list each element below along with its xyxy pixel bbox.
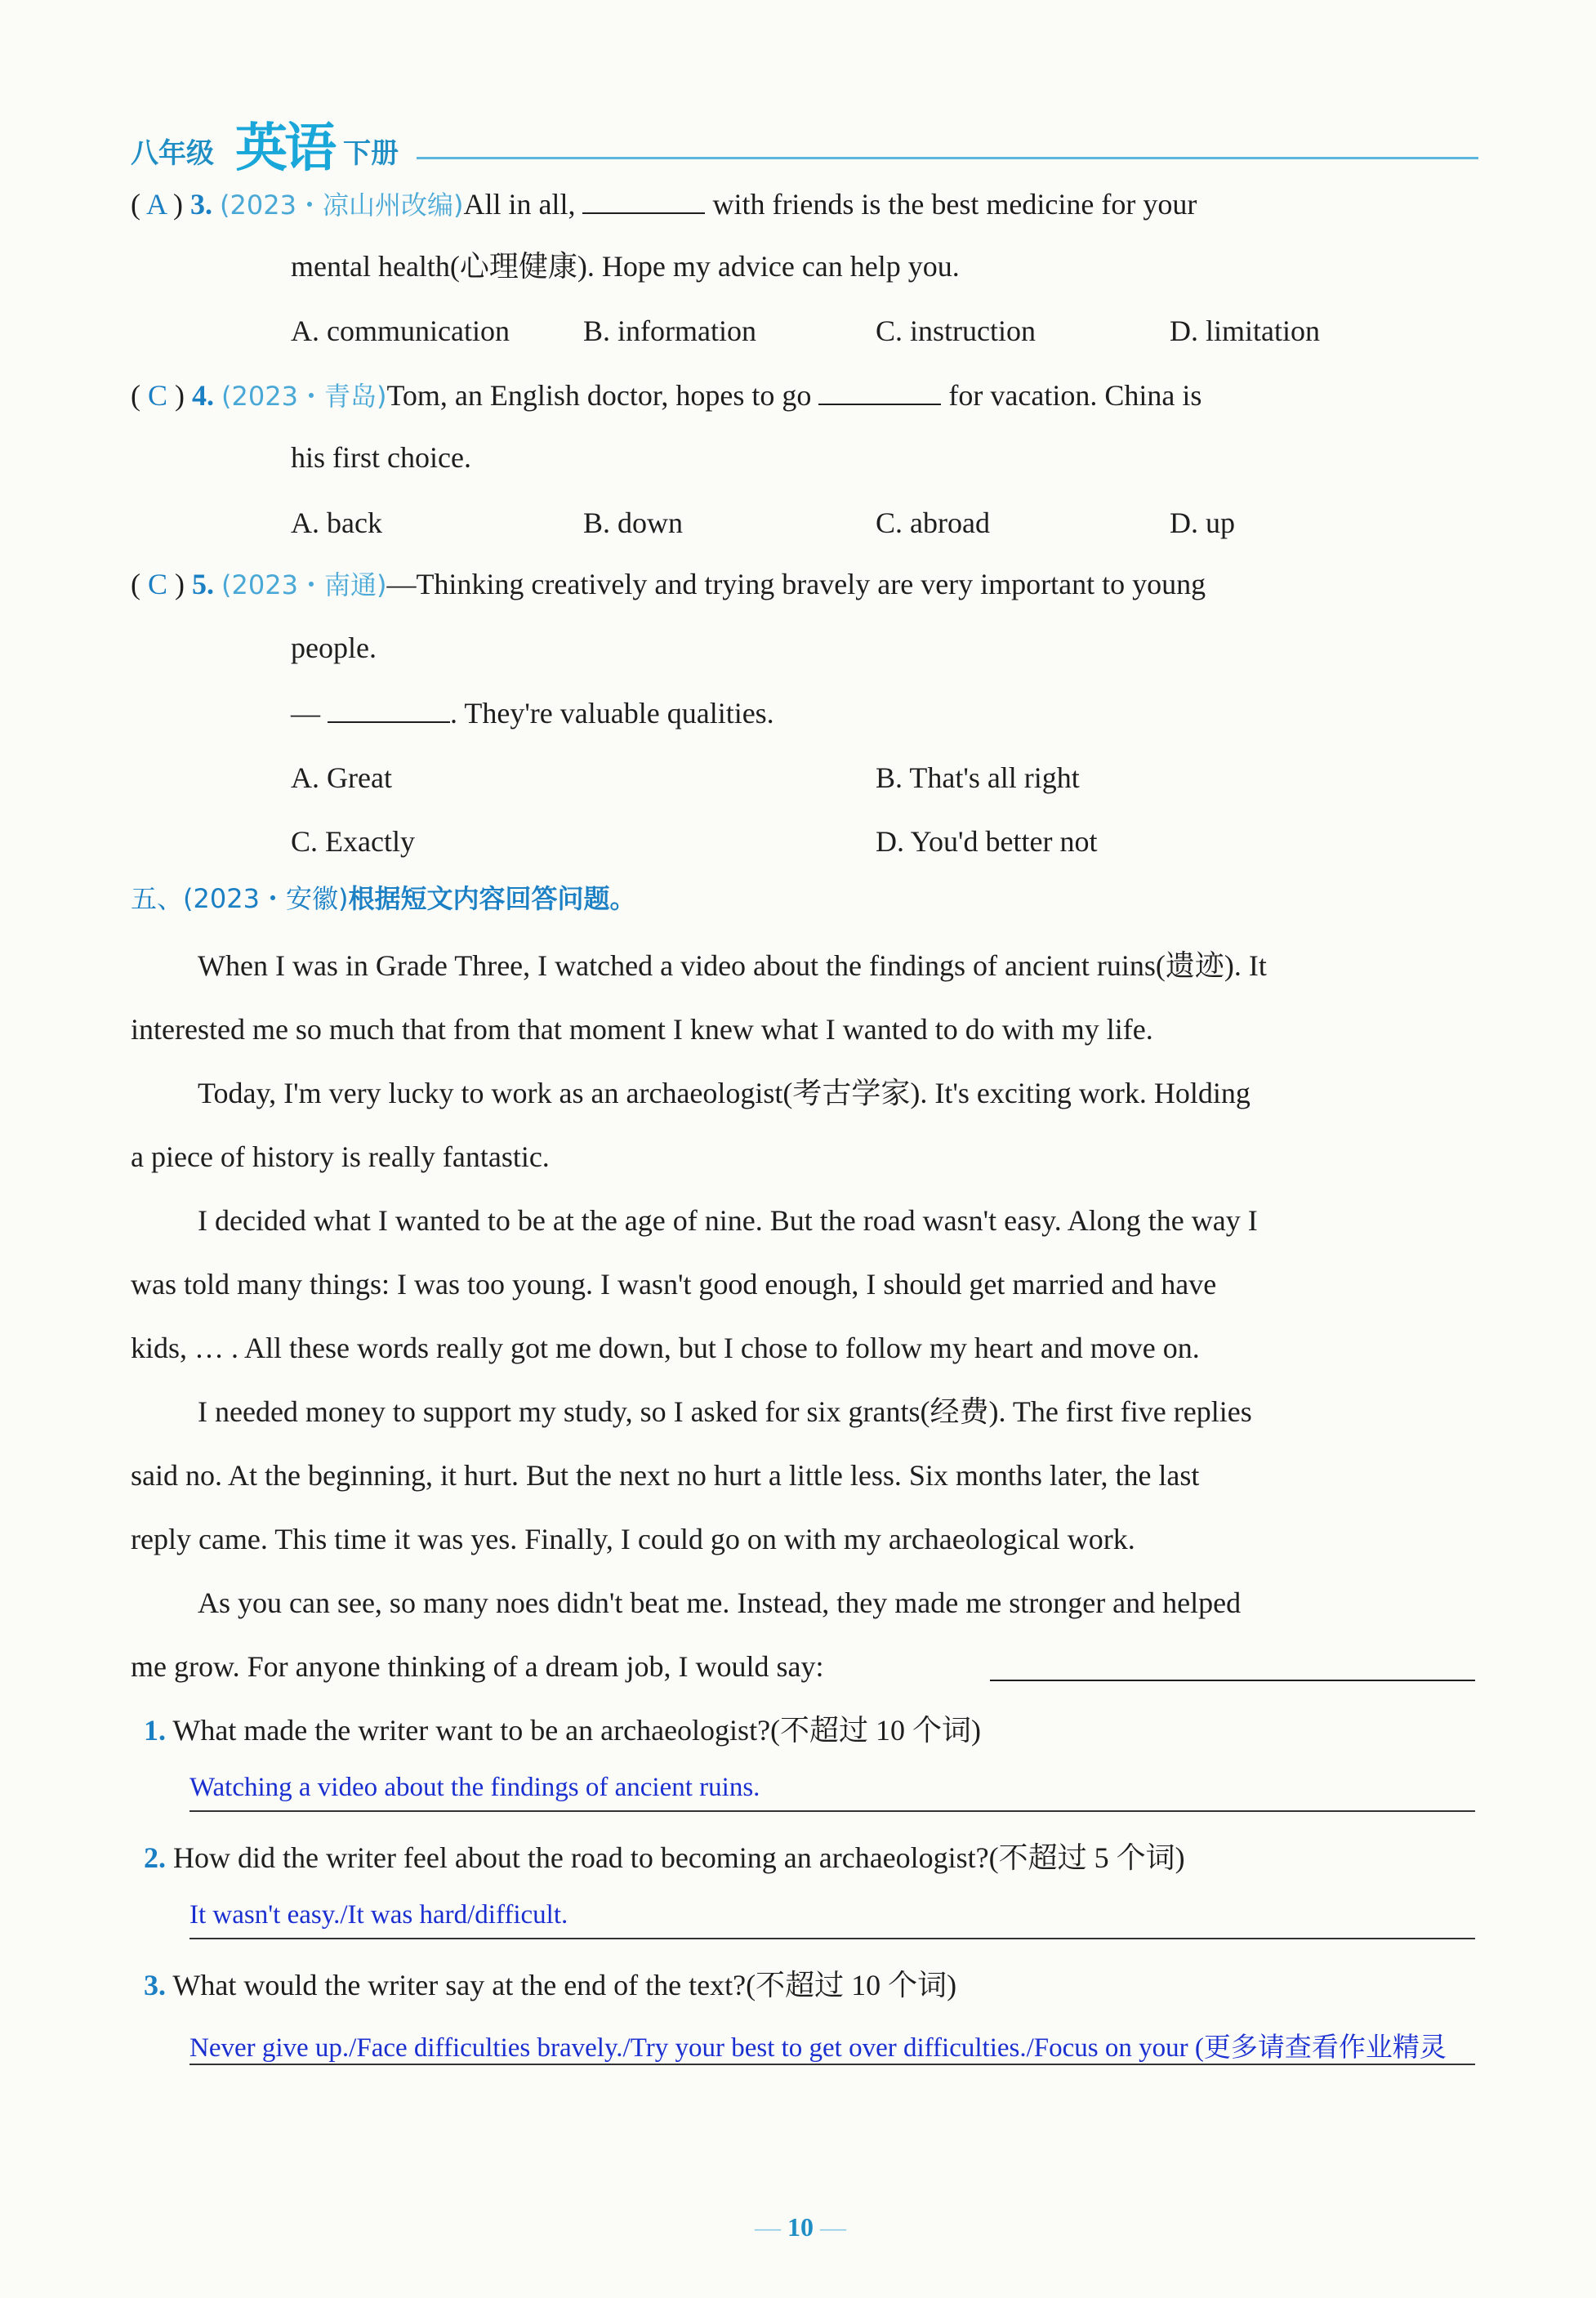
fill-blank <box>818 379 941 405</box>
written-answer-3: Never give up./Face difficulties bravely./Try your best to get over difficulties./Focus on your (更多请查看作业精灵 <box>189 2033 1447 2063</box>
option-a: A. Great <box>291 761 392 794</box>
section-source: (2023・安徽) <box>183 883 349 914</box>
subject-title: 英语 <box>235 118 333 179</box>
volume-label: 下册 <box>343 137 399 170</box>
question-line-2: mental health(心理健康). Hope my advice can help you. <box>291 250 960 283</box>
grade-label: 八年级 <box>131 137 214 170</box>
fill-blank-line <box>990 1680 1475 1681</box>
section-label: 五、 <box>131 883 184 914</box>
question-number: 5. <box>192 568 215 600</box>
question-source: (2023・南通) <box>221 569 387 600</box>
question-text-cont: with friends is the best medicine for your <box>705 188 1197 221</box>
question-number: 3. <box>144 1969 166 2001</box>
passage-line: I decided what I wanted to be at the age of nine. But the road wasn't easy. Along the way I <box>198 1204 1258 1237</box>
question-line-2: people. <box>291 631 377 664</box>
passage-line: me grow. For anyone thinking of a dream job, I would say: <box>131 1650 824 1683</box>
mc-question-3: ( A ) 3. (2023・凉山州改编)All in all, with friends is the best medicine for your <box>131 188 1197 221</box>
question-number: 1. <box>144 1714 166 1747</box>
question-line-3: — . They're valuable qualities. <box>291 697 774 730</box>
page-header <box>131 106 1478 179</box>
page-number-value: 10 <box>787 2212 814 2242</box>
question-source: (2023・青岛) <box>221 381 387 412</box>
section-instruction: 根据短文内容回答问题。 <box>348 883 636 914</box>
question-text: —Thinking creatively and trying bravely are very important to young <box>386 568 1206 600</box>
option-b: B. down <box>583 506 684 539</box>
option-d: D. limitation <box>1170 315 1320 347</box>
answer-line <box>189 2064 1475 2065</box>
passage-line: reply came. This time it was yes. Finally, I could go on with my archaeological work. <box>131 1523 1135 1555</box>
mc-question-4: ( C ) 4. (2023・青岛)Tom, an English doctor, hopes to go for vacation. China is <box>131 379 1202 412</box>
passage-line: said no. At the beginning, it hurt. But the next no hurt a little less. Six months later, the last <box>131 1459 1200 1492</box>
question-line-2: his first choice. <box>291 441 471 474</box>
passage-line: was told many things: I was too young. I wasn't good enough, I should get married and have <box>131 1268 1217 1301</box>
page-number: — 10 — <box>755 2212 846 2242</box>
option-d: D. up <box>1170 506 1235 539</box>
section-heading <box>131 883 636 914</box>
option-b: B. That's all right <box>876 761 1080 794</box>
answer-line <box>189 1810 1475 1812</box>
question-text: Tom, an English doctor, hopes to go <box>386 379 819 412</box>
passage-line: I needed money to support my study, so I asked for six grants(经费). The first five replies <box>198 1395 1252 1428</box>
option-c: C. abroad <box>876 506 990 539</box>
short-question-3 <box>144 1970 956 2000</box>
question-number: 4. <box>192 379 215 412</box>
passage-line: interested me so much that from that moment I knew what I wanted to do with my life. <box>131 1013 1153 1046</box>
written-answer-1: Watching a video about the findings of ancient ruins. <box>189 1773 760 1802</box>
option-c: C. Exactly <box>291 825 415 858</box>
option-d: D. You'd better not <box>876 825 1098 858</box>
passage-line: When I was in Grade Three, I watched a video about the findings of ancient ruins(遗迹). It <box>198 949 1267 982</box>
passage-line: kids, … . All these words really got me down, but I chose to follow my heart and move on. <box>131 1332 1200 1364</box>
answer-mark: A <box>146 188 167 221</box>
short-question-1 <box>144 1716 981 1745</box>
header-rule <box>417 157 1478 159</box>
question-text: What made the writer want to be an archaeologist?(不超过 10 个词) <box>172 1714 982 1747</box>
mc-question-5: ( C ) 5. (2023・南通)—Thinking creatively and trying bravely are very important to young <box>131 568 1206 600</box>
question-source: (2023・凉山州改编) <box>220 190 464 221</box>
short-question-2 <box>144 1843 1185 1872</box>
option-a: A. communication <box>291 315 510 347</box>
question-text-cont: . They're valuable qualities. <box>450 697 774 730</box>
passage-line: As you can see, so many noes didn't beat me. Instead, they made me stronger and helped <box>198 1586 1242 1619</box>
passage-line: Today, I'm very lucky to work as an archaeologist(考古学家). It's exciting work. Holding <box>198 1077 1250 1109</box>
fill-blank <box>582 188 705 214</box>
question-number: 2. <box>144 1841 166 1874</box>
fill-blank <box>328 697 450 723</box>
question-text: How did the writer feel about the road to becoming an archaeologist?(不超过 5 个词) <box>173 1841 1185 1874</box>
question-text: All in all, <box>463 188 583 221</box>
answer-mark: C <box>148 568 168 600</box>
option-c: C. instruction <box>876 315 1036 347</box>
passage-line: a piece of history is really fantastic. <box>131 1140 550 1173</box>
question-text: What would the writer say at the end of the text?(不超过 10 个词) <box>172 1969 957 2001</box>
question-number: 3. <box>190 188 213 221</box>
option-b: B. information <box>583 315 756 347</box>
question-text-cont: for vacation. China is <box>941 379 1202 412</box>
option-a: A. back <box>291 506 382 539</box>
answer-mark: C <box>148 379 168 412</box>
answer-line <box>189 1938 1475 1939</box>
written-answer-2: It wasn't easy./It was hard/difficult. <box>189 1900 568 1930</box>
